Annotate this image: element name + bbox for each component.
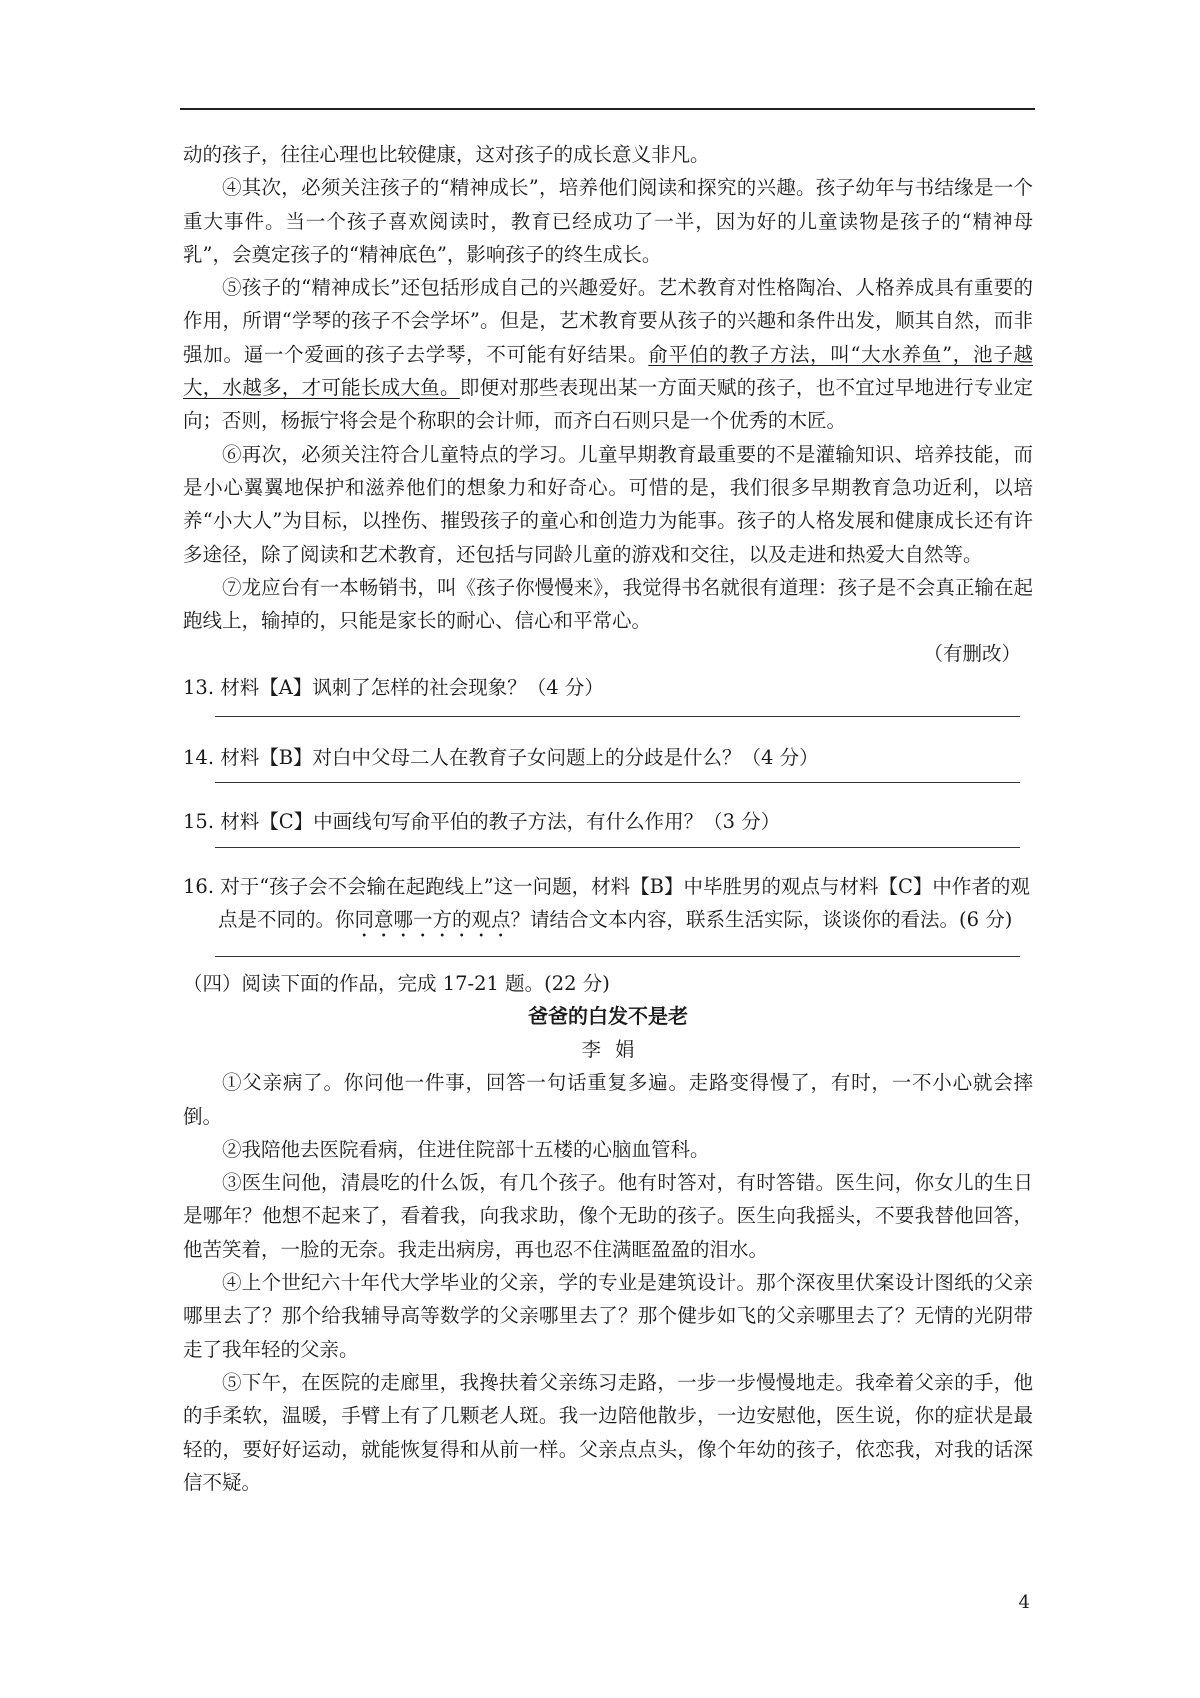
underlined-sentence: 俞平伯的教子方法，叫“大水养鱼”，池子越大，水越多，才可能长成大鱼。 <box>183 342 1033 400</box>
article-title: 爸爸的白发不是老 <box>528 1004 688 1029</box>
passage-c-paragraph-6: ⑥再次，必须关注符合儿童特点的学习。儿童早期教育最重要的不是灌输知识、培养技能，而是小心翼翼地保护和滋养他们的想象力和好奇心。可惜的是，我们很多早期教育急功近利，以培养“小大人”为目标，以挫伤、摧毁孩子的童心和创造力为能事。孩子的人格发展和健康成长还有许多途径，除了阅读和艺术教育，还包括与同龄儿童的游戏和交往，以及走进和热爱大自然等。 <box>183 442 1033 566</box>
answer-line-15[interactable] <box>215 847 1020 848</box>
question-16 <box>183 870 1033 942</box>
answer-line-14[interactable] <box>215 782 1020 783</box>
page-content <box>183 138 1033 1499</box>
p5-text-after: 即便对那些表现出某一方面天赋的孩子，也不宜过早地进行专业定向；否则，杨振宁将会是个称职的会计师，而齐白石则只是一个优秀的木匠。 <box>183 376 1033 433</box>
q16-emphasized-text: 同意哪一方的观点 <box>354 907 511 931</box>
question-13: 13. 材料【A】讽刺了怎样的社会现象？（4 分） <box>183 675 604 699</box>
article-paragraph-3: ③医生问他，清晨吃的什么饭，有几个孩子。他有时答对，有时答错。医生问，你女儿的生日是哪年？他想不起来了，看着我，向我求助，像个无助的孩子。医生向我摇头，不要我替他回答，他苦笑着，一脸的无奈。我走出病房，再也忍不住满眶盈盈的泪水。 <box>183 1171 1033 1261</box>
question-14: 14. 材料【B】对白中父母二人在教育子女问题上的分歧是什么？（4 分） <box>183 746 819 770</box>
passage-c-paragraph-5 <box>183 271 1033 437</box>
revision-note: （有删改） <box>923 642 1021 666</box>
p5-text-before: ⑤孩子的“精神成长”还包括形成自己的兴趣爱好。艺术教育对性格陶冶、人格养成具有重要的作用，所谓“学琴的孩子不会学坏”。但是，艺术教育要从孩子的兴趣和条件出发，顺其自然，而非强加。逼一个爱画的孩子去学琴，不可能有好结果。 <box>183 276 1033 366</box>
article-paragraph-1: ①父亲病了。你问他一件事，回答一句话重复多遍。走路变得慢了，有时，一不小心就会摔倒。 <box>183 1071 1033 1128</box>
q16-text-after: ？请结合文本内容，联系生活实际，谈谈你的看法。(6 分) <box>510 907 1013 931</box>
q16-text-before: 16. 对于“孩子会不会输在起跑线上”这一问题，材料【B】中毕胜男的观点与材料【C】中作者的观点是不同的。你 <box>183 874 1030 931</box>
article-paragraph-4: ④上个世纪六十年代大学毕业的父亲，学的专业是建筑设计。那个深夜里伏案设计图纸的父亲哪里去了？那个给我辅导高等数学的父亲哪里去了？那个健步如飞的父亲哪里去了？无情的光阴带走了我年轻的父亲。 <box>183 1271 1033 1361</box>
page-number: 4 <box>1018 1592 1030 1613</box>
passage-c-paragraph-7: ⑦龙应台有一本畅销书，叫《孩子你慢慢来》，我觉得书名就很有道理：孩子是不会真正输在起跑线上，输掉的，只能是家长的耐心、信心和平常心。 <box>183 575 1033 633</box>
passage-c-continuation: 动的孩子，往往心理也比较健康，这对孩子的成长意义非凡。 <box>183 143 710 166</box>
header-rule <box>180 108 1035 110</box>
answer-line-13[interactable] <box>215 716 1020 717</box>
answer-line-16[interactable] <box>215 956 1020 957</box>
article-paragraph-5: ⑤下午，在医院的走廊里，我搀扶着父亲练习走路，一步一步慢慢地走。我牵着父亲的手，他的手柔软，温暖，手臂上有了几颗老人斑。我一边陪他散步，一边安慰他，医生说，你的症状是最轻的，要好好运动，就能恢复得和从前一样。父亲点点头，像个年幼的孩子，依恋我，对我的话深信不疑。 <box>183 1370 1033 1494</box>
article-paragraph-2: ②我陪他去医院看病，住进住院部十五楼的心脑血管科。 <box>222 1137 710 1161</box>
passage-c-paragraph-4: ④其次，必须关注孩子的“精神成长”，培养他们阅读和探究的兴趣。孩子幼年与书结缘是一个重大事件。当一个孩子喜欢阅读时，教育已经成功了一半，因为好的儿童读物是孩子的“精神母乳”，会奠定孩子的“精神底色”，影响孩子的终生成长。 <box>183 176 1033 266</box>
section-4-heading: （四）阅读下面的作品，完成 17-21 题。(22 分) <box>183 971 610 995</box>
question-15: 15. 材料【C】中画线句写俞平伯的教子方法，有什么作用？（3 分） <box>183 810 781 834</box>
article-author: 李娟 <box>581 1038 649 1062</box>
